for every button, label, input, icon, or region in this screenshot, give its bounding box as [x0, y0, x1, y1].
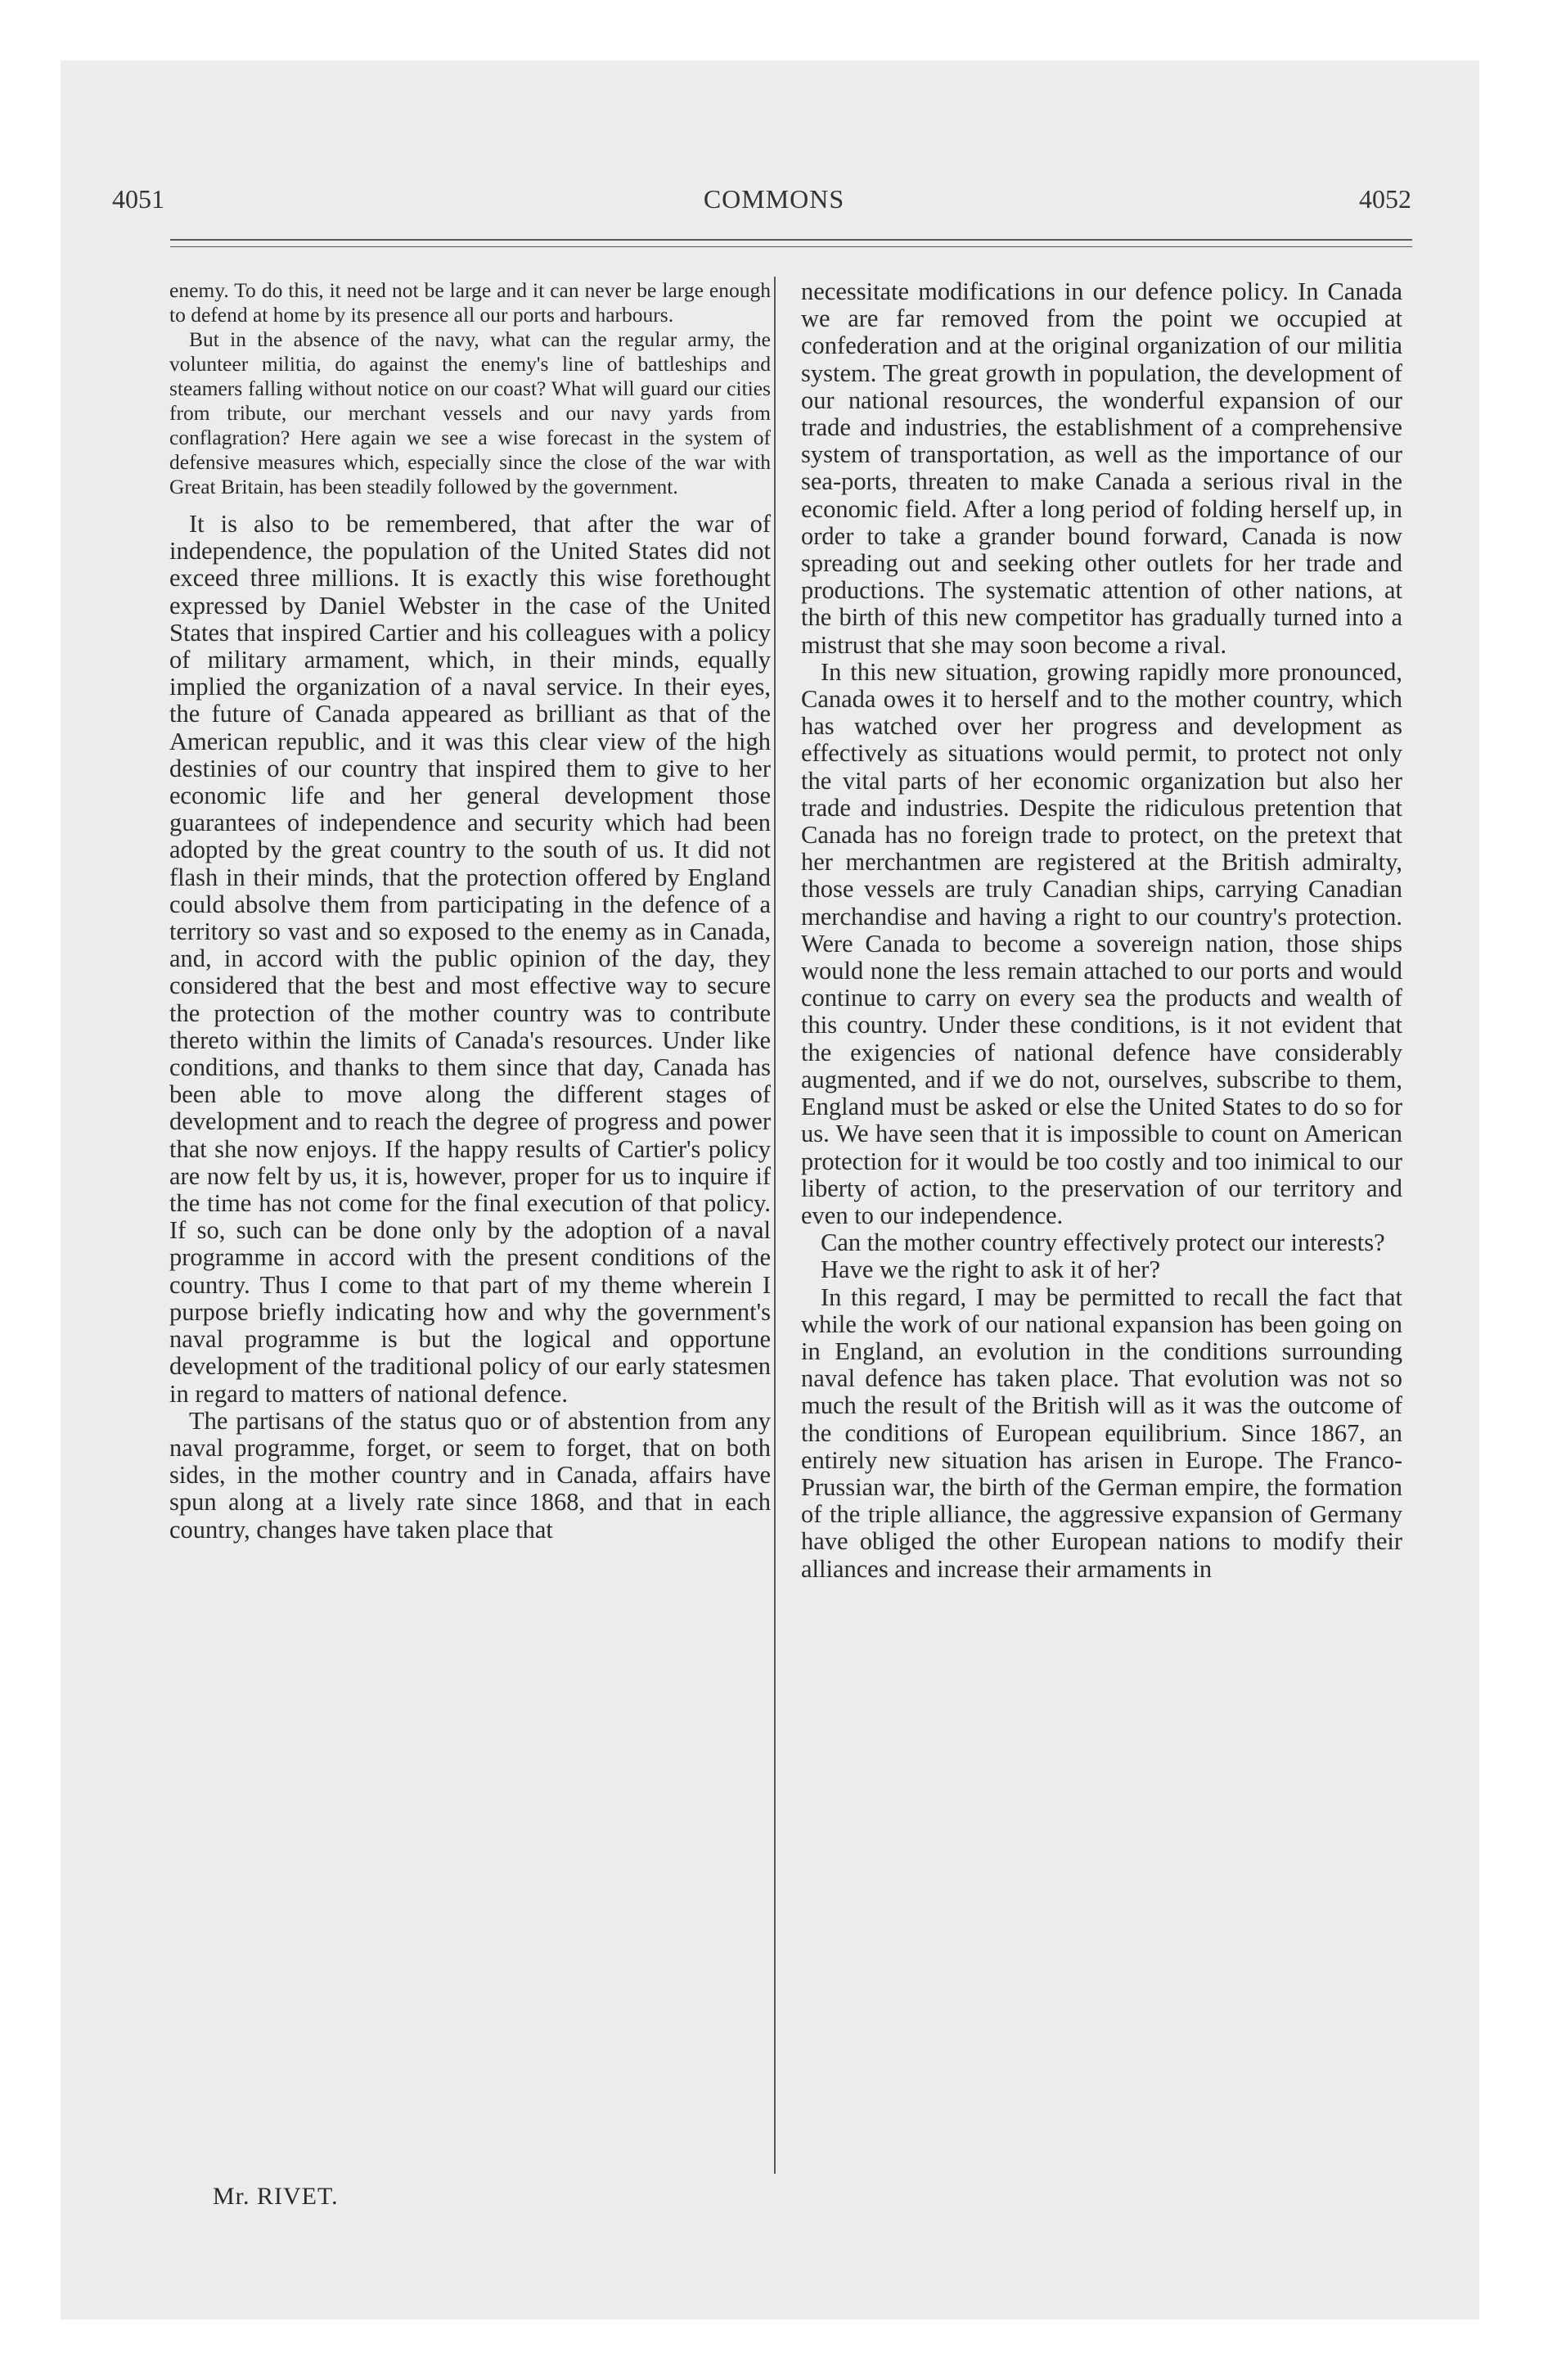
page-number-left: 4051 — [112, 184, 164, 214]
paragraph: Can the mother country effectively protect our interests? — [821, 1228, 1385, 1257]
paragraph: enemy. To do this, it need not be large and it can never be large enough to defend at home by its presence all our ports and harbours. — [169, 278, 771, 327]
column-divider — [774, 277, 776, 2174]
page-number-right: 4052 — [1359, 184, 1411, 214]
header-rule-thin — [170, 246, 1412, 247]
paragraph: In this regard, I may be permitted to recall the fact that while the work of our national expansion has been going on in England, an evolution in the conditions surrounding naval defence has taken place. That evolution was not so much the result of the British will as it was the outcome of the conditions of European equilibrium. Since 1867, an entirely new situation has arisen in Europe. The Franco-Prussian war, the birth of the German empire, the formation of the triple alliance, the aggressive expansion of Germany have obliged the other European nations to modify their alliances and increase their armaments in — [801, 1282, 1402, 1583]
right-column — [801, 278, 1402, 1583]
speaker-name: Mr. RIVET. — [213, 2183, 339, 2210]
paragraph: The partisans of the status quo or of abstention from any naval programme, forget, or seem to forget, that on both sides, in the mother country and in Canada, affairs have spun along at a lively rate since 1868, and that in each country, changes have taken place that — [169, 1406, 771, 1544]
paragraph: But in the absence of the navy, what can the regular army, the volunteer militia, do against the enemy's line of battleships and steamers falling without notice on our coast? What will guard our cities from tribute, our merchant vessels and our navy yards from conflagration? Here again we see a wise forecast in the system of defensive measures which, especially since the close of the war with Great Britain, has been steadily followed by the government. — [169, 327, 771, 498]
paragraph: It is also to be remembered, that after the war of independence, the population of the United States did not exceed three millions. It is exactly this wise forethought expressed by Daniel Webster in the case of the United States that inspired Cartier and his colleagues with a policy of military armament, which, in their minds, equally implied the organization of a naval service. In their eyes, the future of Canada appeared as brilliant as that of the American republic, and it was this clear view of the high destinies of our country that inspired them to give to her economic life and her general development those guarantees of independence and security which had been adopted by the great country to the south of us. It did not flash in their minds, that the protection offered by England could absolve them from participating in the defence of a territory so vast and so exposed to the enemy as in Canada, and, in accord with the public opinion of the day, they considered that the best and most effective way to secure the protection of the mother country was to contribute thereto within the limits of Canada's resources. Under like conditions, and thanks to them since that day, Canada has been able to move along the different stages of development and to reach the degree of progress and power that she now enjoys. If the happy results of Cartier's policy are now felt by us, it is, however, proper for us to inquire if the time has not come for the final execution of that policy. If so, such can be done only by the adoption of a naval programme in accord with the present conditions of the country. Thus I come to that part of my theme wherein I purpose briefly indicating how and why the government's naval programme is but the logical and opportune development of the traditional policy of our early statesmen in regard to matters of national defence. — [169, 510, 771, 1408]
header-rule — [170, 239, 1412, 241]
running-title: COMMONS — [703, 184, 845, 214]
paragraph: necessitate modifications in our defence policy. In Canada we are far removed from the point we occupied at confederation and at the original organization of our militia system. The great growth in population, the development of our national resources, the wonderful expansion of our trade and industries, the establishment of a comprehensive system of transportation, as well as the importance of our sea-ports, threaten to make Canada a serious rival in the economic field. After a long period of folding herself up, in order to take a grander bound forward, Canada is now spreading out and seeking other outlets for her trade and productions. The systematic attention of other nations, at the birth of this new competitor has gradually turned into a mistrust that she may soon become a rival. — [801, 277, 1402, 659]
paragraph: In this new situation, growing rapidly more pronounced, Canada owes it to herself and to the mother country, which has watched over her progress and development as effectively as situations would permit, to protect not only the vital parts of her economic organization but also her trade and industries. Despite the ridiculous pretention that Canada has no foreign trade to protect, on the pretext that her merchantmen are registered at the British admiralty, those vessels are truly Canadian ships, carrying Canadian merchandise and having a right to our country's protection. Were Canada to become a sovereign nation, those ships would none the less remain attached to our ports and would continue to carry on every sea the products and wealth of this country. Under these conditions, is it not evident that the exigencies of national defence have considerably augmented, and if we do not, ourselves, subscribe to them, England must be asked or else the United States to do so for us. We have seen that it is impossible to count on American protection for it would be too costly and too inimical to our liberty of action, to the preservation of our territory and even to our independence. — [801, 657, 1402, 1229]
paragraph: Have we the right to ask it of her? — [821, 1255, 1160, 1284]
left-column — [169, 278, 771, 1544]
